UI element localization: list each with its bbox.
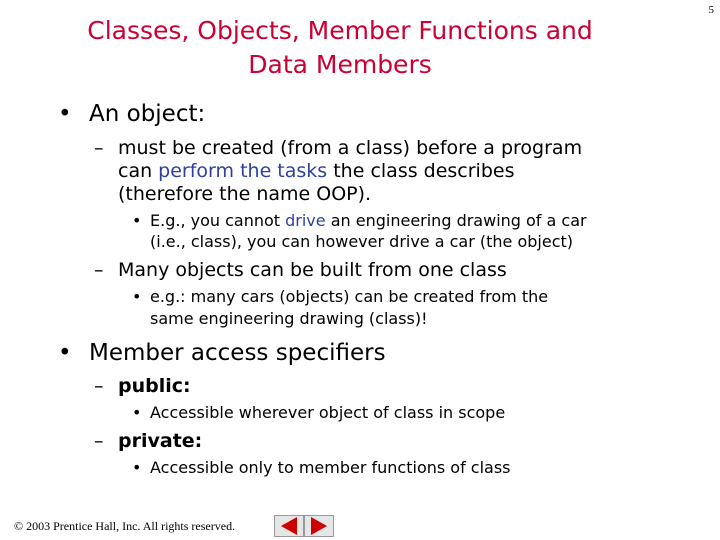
text-run: E.g., you cannot	[150, 211, 286, 230]
slide-title	[40, 14, 640, 82]
text-run: the class describes	[327, 160, 515, 182]
text-run: can	[118, 160, 159, 182]
bullet-marker: •	[132, 403, 142, 422]
highlight-text: drive	[285, 211, 326, 230]
bullet-marker: •	[132, 287, 142, 306]
triangle-left-icon	[281, 517, 297, 535]
bullet-marker: •	[58, 101, 72, 127]
prev-slide-button[interactable]	[274, 515, 304, 537]
keyword-private: private:	[118, 430, 203, 452]
sub-sub-bullet-line	[150, 211, 587, 231]
page-number: 5	[708, 4, 714, 16]
sub-sub-bullet-line: e.g.: many cars (objects) can be created from the	[150, 287, 549, 306]
keyword-public: public:	[118, 375, 191, 397]
dash-marker: –	[94, 375, 104, 397]
dash-marker: –	[94, 430, 104, 452]
sub-bullet-line	[118, 160, 515, 182]
triangle-right-icon	[311, 517, 327, 535]
bullet-marker: •	[58, 340, 72, 366]
sub-sub-bullet-line: same engineering drawing (class)!	[150, 309, 428, 328]
bullet-marker: •	[132, 458, 142, 477]
sub-sub-bullet-line: Accessible only to member functions of class	[150, 458, 511, 477]
sub-bullet-line: must be created (from a class) before a program	[118, 137, 583, 159]
sub-sub-bullet-line: (i.e., class), you can however drive a car (the object)	[150, 232, 574, 251]
dash-marker: –	[94, 137, 104, 159]
bullet-marker: •	[132, 211, 142, 230]
title-line-1: Classes, Objects, Member Functions and	[87, 16, 593, 45]
text-run: an engineering drawing of a car	[325, 211, 587, 230]
copyright-footer: © 2003 Prentice Hall, Inc. All rights reserved.	[14, 519, 236, 533]
bullet-member-access: Member access specifiers	[89, 340, 386, 366]
next-slide-button[interactable]	[304, 515, 334, 537]
dash-marker: –	[94, 259, 104, 281]
bullet-an-object: An object:	[89, 101, 206, 127]
highlight-text: perform the tasks	[158, 160, 328, 182]
sub-bullet-line: (therefore the name OOP).	[118, 183, 372, 205]
title-line-2: Data Members	[248, 50, 432, 79]
sub-bullet-line: Many objects can be built from one class	[118, 259, 507, 281]
sub-sub-bullet-line: Accessible wherever object of class in scope	[150, 403, 506, 422]
